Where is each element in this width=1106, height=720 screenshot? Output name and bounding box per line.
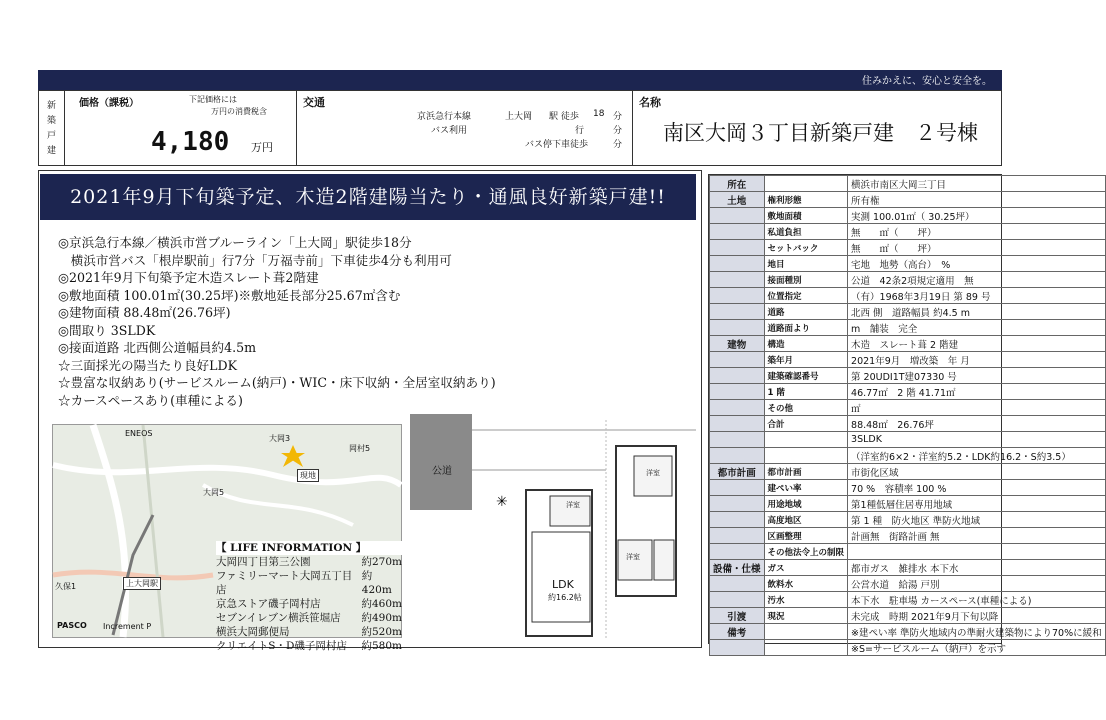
spec-row <box>710 464 1106 480</box>
spec-value: m 舗装 完全 <box>848 320 1106 336</box>
features-list <box>58 234 496 409</box>
spec-section <box>710 352 765 368</box>
summary-row <box>38 90 1002 166</box>
life-row: セブンイレブン横浜笹堀店 約490m <box>216 612 402 624</box>
map-brand: PASCO <box>57 621 87 630</box>
feature-item: 横浜市営バス「根岸駅前」行7分「万福寺前」下車徒歩4分も利用可 <box>58 252 452 268</box>
spec-section: 都市計画 <box>710 464 765 480</box>
spec-label: その他法令上の制限 <box>764 544 848 560</box>
spec-value: ㎡ <box>848 400 1106 416</box>
life-row: 大岡四丁目第三公園 約270m <box>216 556 402 568</box>
spec-value: 無 ㎡（ 坪） <box>848 224 1106 240</box>
map-label: 大岡3 <box>269 434 291 443</box>
spec-section: 備考 <box>710 624 765 640</box>
spec-section <box>710 368 765 384</box>
plan-ldk-label: LDK <box>552 578 574 591</box>
feature-item: ◎間取り 3SLDK <box>58 322 156 338</box>
spec-section <box>710 224 765 240</box>
spec-section <box>710 544 765 560</box>
spec-row <box>710 272 1106 288</box>
spec-value: 市街化区域 <box>848 464 1106 480</box>
spec-label: 位置指定 <box>764 288 848 304</box>
spec-section <box>710 320 765 336</box>
spec-row <box>710 544 1106 560</box>
spec-label: 接面種別 <box>764 272 848 288</box>
spec-value: 第 1 種 防火地区 準防火地域 <box>848 512 1106 528</box>
price-note2: 万円の消費税含 <box>211 107 267 116</box>
spec-row <box>710 512 1106 528</box>
spec-value: 公営水道 給湯 戸別 <box>848 576 1106 592</box>
spec-label: 敷地面積 <box>764 208 848 224</box>
feature-item: ◎接面道路 北西側公道幅員約4.5m <box>58 340 257 355</box>
name-cell <box>633 91 1001 165</box>
spec-row <box>710 336 1106 352</box>
spec-section <box>710 576 765 592</box>
slogan: 住みかえに、安心と安全を。 <box>862 76 992 87</box>
spec-row <box>710 448 1106 464</box>
spec-label: 用途地域 <box>764 496 848 512</box>
spec-label: セットバック <box>764 240 848 256</box>
life-title: 【 LIFE INFORMATION 】 <box>216 541 402 555</box>
badge-char: 新 <box>47 101 57 111</box>
traffic-min-unit: 分 <box>613 112 623 122</box>
spec-value: （洋室約6×2・洋室約5.2・LDK約16.2・S約3.5） <box>848 448 1106 464</box>
spec-label: 区画整理 <box>764 528 848 544</box>
plan-room: 洋室 <box>626 553 640 561</box>
spec-value: 本下水 駐車場 カースペース(車種による) <box>848 592 1106 608</box>
spec-label: 建ぺい率 <box>764 480 848 496</box>
spec-value: 横浜市南区大岡三丁目 <box>848 176 1106 192</box>
spec-row <box>710 640 1106 656</box>
spec-label: ガス <box>764 560 848 576</box>
spec-row <box>710 320 1106 336</box>
spec-value: 公道 42条2項規定適用 無 <box>848 272 1106 288</box>
spec-value: 2021年9月 増改築 年 月 <box>848 352 1106 368</box>
spec-value <box>848 544 1106 560</box>
spec-value: ※S=サービスルーム（納戸）を示す <box>848 640 1106 656</box>
traffic-line-name: 京浜急行本線 <box>417 112 472 122</box>
spec-label: 飲料水 <box>764 576 848 592</box>
feature-item: ☆三面採光の陽当たり良好LDK <box>58 357 237 373</box>
spec-section <box>710 240 765 256</box>
feature-item: ☆豊富な収納あり(サービスルーム(納戸)・WIC・床下収納・全居室収納あり) <box>58 375 496 390</box>
spec-row <box>710 576 1106 592</box>
spec-section <box>710 288 765 304</box>
spec-row <box>710 496 1106 512</box>
spec-label: 私道負担 <box>764 224 848 240</box>
spec-section: 設備・仕様 <box>710 560 765 576</box>
spec-label: 構造 <box>764 336 848 352</box>
spec-section <box>710 448 765 464</box>
spec-row <box>710 352 1106 368</box>
spec-value: 宅地 地勢（高台） % <box>848 256 1106 272</box>
map-label: 久保1 <box>55 582 77 591</box>
spec-value: 実測 100.01㎡（ 30.25坪） <box>848 208 1106 224</box>
spec-label: 道路 <box>764 304 848 320</box>
spec-section <box>710 496 765 512</box>
spec-row <box>710 432 1106 448</box>
price-value: 4,180 <box>151 127 230 157</box>
bus-stop-min-unit: 分 <box>613 140 623 150</box>
spec-row <box>710 608 1106 624</box>
spec-label: 1 階 <box>764 384 848 400</box>
map-brand: Increment P <box>103 622 152 631</box>
feature-item: ☆カースペースあり(車種による) <box>58 392 243 408</box>
name-label: 名称 <box>639 96 661 109</box>
badge-cell <box>39 91 65 165</box>
spec-label: 築年月 <box>764 352 848 368</box>
spec-value: 木造 スレート葺 2 階建 <box>848 336 1106 352</box>
spec-row <box>710 288 1106 304</box>
spec-section <box>710 208 765 224</box>
map-label: 大岡5 <box>203 488 225 497</box>
spec-row <box>710 592 1106 608</box>
spec-section <box>710 400 765 416</box>
price-unit: 万円 <box>251 141 273 154</box>
feature-item: ◎建物面積 88.48㎡(26.76坪) <box>58 305 231 320</box>
map-site-label: 現地 <box>297 469 319 482</box>
spec-section <box>710 480 765 496</box>
spec-value: 都市ガス 雑排水 本下水 <box>848 560 1106 576</box>
spec-label: 汚水 <box>764 592 848 608</box>
spec-section <box>710 432 765 448</box>
badge-char: 建 <box>47 146 57 156</box>
plan-ldk-size: 約16.2帖 <box>548 593 582 602</box>
spec-value: 70 % 容積率 100 % <box>848 480 1106 496</box>
spec-section: 所在 <box>710 176 765 192</box>
spec-section <box>710 512 765 528</box>
spec-label <box>764 624 848 640</box>
spec-label: 道路面より <box>764 320 848 336</box>
spec-label <box>764 640 848 656</box>
spec-row <box>710 400 1106 416</box>
spec-row <box>710 368 1106 384</box>
badge-char: 築 <box>47 116 57 126</box>
price-note1: 下記価格には <box>189 95 237 104</box>
spec-row <box>710 224 1106 240</box>
spec-row <box>710 208 1106 224</box>
spec-value: 88.48㎡ 26.76坪 <box>848 416 1106 432</box>
compass-icon: ✳ <box>496 494 508 510</box>
spec-row <box>710 304 1106 320</box>
plan-room: 洋室 <box>646 469 660 477</box>
spec-section <box>710 272 765 288</box>
traffic-minutes: 18 <box>593 109 605 119</box>
traffic-station: 上大岡 <box>505 112 533 122</box>
life-row: クリエイトS・D磯子岡村店 約580m <box>216 640 402 652</box>
spec-section <box>710 384 765 400</box>
spec-row <box>710 480 1106 496</box>
spec-row <box>710 528 1106 544</box>
spec-section <box>710 640 765 656</box>
bus-stop-walk: バス停下車徒歩 <box>525 140 589 150</box>
spec-value: （有）1968年3月19日 第 89 号 <box>848 288 1106 304</box>
spec-label: その他 <box>764 400 848 416</box>
feature-item: ◎敷地面積 100.01㎡(30.25坪)※敷地延長部分25.67㎡含む <box>58 287 401 303</box>
spec-label: 高度地区 <box>764 512 848 528</box>
bus-min-unit: 分 <box>613 126 623 136</box>
spec-value: 第1種低層住居専用地域 <box>848 496 1106 512</box>
life-row: ファミリーマート大岡五丁目店 約420m <box>216 570 392 596</box>
floor-plan-drawing <box>406 410 696 642</box>
traffic-walk: 駅 徒歩 <box>549 112 579 122</box>
plan-road-label: 公道 <box>432 466 452 477</box>
spec-row <box>710 384 1106 400</box>
spec-label <box>764 432 848 448</box>
price-label: 価格（課税） <box>79 98 139 109</box>
bus-label: バス利用 <box>431 126 468 136</box>
spec-row <box>710 560 1106 576</box>
bus-bound: 行 <box>575 126 585 136</box>
spec-section <box>710 416 765 432</box>
price-cell <box>65 91 297 165</box>
feature-item: ◎京浜急行本線／横浜市営ブルーライン「上大岡」駅徒歩18分 <box>58 235 412 250</box>
spec-label: 権利形態 <box>764 192 848 208</box>
spec-label: 合計 <box>764 416 848 432</box>
spec-row <box>710 192 1106 208</box>
spec-label <box>764 448 848 464</box>
spec-value: 46.77㎡ 2 階 41.71㎡ <box>848 384 1106 400</box>
spec-section: 建物 <box>710 336 765 352</box>
badge-char: 戸 <box>47 131 57 141</box>
map-label: ENEOS <box>125 429 153 438</box>
traffic-label: 交通 <box>303 96 325 109</box>
map-label: 岡村5 <box>349 444 371 453</box>
spec-label <box>764 176 848 192</box>
life-information <box>216 541 402 653</box>
spec-section <box>710 592 765 608</box>
floor-plan <box>406 410 696 642</box>
feature-item: ◎2021年9月下旬築予定木造スレート葺2階建 <box>58 270 319 285</box>
spec-value: 北西 側 道路幅員 約4.5 m <box>848 304 1106 320</box>
map-station-label: 上大岡駅 <box>123 577 161 590</box>
spec-section: 土地 <box>710 192 765 208</box>
spec-row <box>710 256 1106 272</box>
plan-room: 洋室 <box>566 501 580 509</box>
spec-value: 未完成 時期 2021年9月下旬以降 <box>848 608 1106 624</box>
spec-value: 3SLDK <box>848 432 1106 448</box>
property-name: 南区大岡３丁目新築戸建 ２号棟 <box>663 121 978 145</box>
spec-row <box>710 416 1106 432</box>
spec-label: 建築確認番号 <box>764 368 848 384</box>
spec-label: 地目 <box>764 256 848 272</box>
header-bar <box>38 70 1002 90</box>
life-row: 横浜大岡郵便局 約520m <box>216 626 402 638</box>
site-star-icon <box>281 445 305 467</box>
spec-row <box>710 240 1106 256</box>
spec-row <box>710 176 1106 192</box>
spec-table <box>708 174 1102 655</box>
spec-value: 計画無 街路計画 無 <box>848 528 1106 544</box>
spec-value: 無 ㎡（ 坪） <box>848 240 1106 256</box>
spec-label: 都市計画 <box>764 464 848 480</box>
spec-section: 引渡 <box>710 608 765 624</box>
spec-section <box>710 304 765 320</box>
spec-value: ※建ぺい率 準防火地域内の準耐火建築物により70%に緩和 <box>848 624 1106 640</box>
headline: 2021年9月下旬築予定、木造2階建陽当たり・通風良好新築戸建!! <box>40 174 696 220</box>
spec-section <box>710 256 765 272</box>
spec-section <box>710 528 765 544</box>
spec-value: 第 20UDI1T建07330 号 <box>848 368 1106 384</box>
traffic-cell <box>297 91 633 165</box>
spec-label: 現況 <box>764 608 848 624</box>
spec-value: 所有権 <box>848 192 1106 208</box>
spec-row <box>710 624 1106 640</box>
life-row: 京急ストア磯子岡村店 約460m <box>216 598 402 610</box>
